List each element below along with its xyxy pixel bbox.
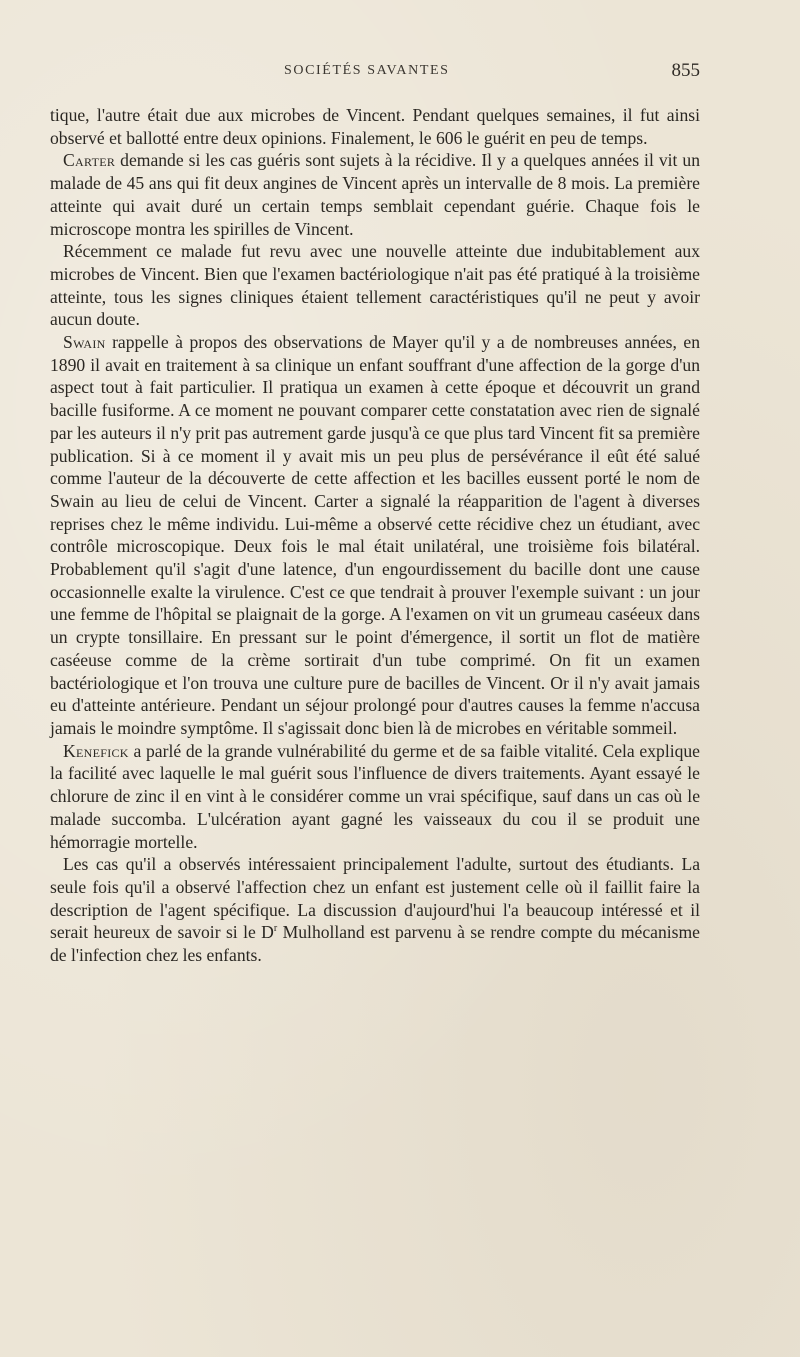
- speaker-name: Carter: [63, 150, 116, 171]
- running-title: SOCIÉTÉS SAVANTES: [284, 63, 450, 78]
- paragraph-6: [50, 853, 700, 967]
- paragraph-4: [50, 331, 700, 740]
- paragraph-text-tail: Mulholland est parvenu à se rendre compte du mécanisme de l'infection chez les enfants.: [50, 922, 700, 966]
- paragraph-2: [50, 149, 700, 240]
- paragraph-text: a parlé de la grande vulnérabilité du germe et de sa faible vitalité. Cela explique la facilité avec laquelle le mal guérit sous l'influence de divers traitements. Ayant essayé le chlorure de zinc il en vint à le considérer comme un vrai spécifique, sauf dans un cas où le malade succomba. L'ulcération ayant gagné les vaisseaux du cou il se produit une hémorragie mortelle.: [50, 740, 700, 852]
- paragraph-text: demande si les cas guéris sont sujets à la récidive. Il y a quelques années il vit un malade de 45 ans qui fit deux angines de Vincent après un intervalle de 8 mois. La première atteinte qui avait duré un certain temps semblait cependant guérie. Chaque fois le microscope montra les spirilles de Vincent.: [50, 150, 700, 239]
- speaker-name: Kenefick: [63, 740, 129, 761]
- paragraph-text: Récemment ce malade fut revu avec une nouvelle atteinte due indubitablement aux microbes de Vincent. Bien que l'examen bactériologique n'ait pas été pratiqué à la troisième atteinte, tous les signes cliniques étaient tellement caractéristiques qu'il ne peut y avoir aucun doute.: [50, 241, 700, 330]
- superscript: r: [273, 923, 278, 935]
- page-number: 855: [671, 60, 700, 81]
- paragraph-3: [50, 240, 700, 331]
- paragraph-text: rappelle à propos des observations de Mayer qu'il y a de nombreuses années, en 1890 il avait en traitement à sa clinique un enfant souffrant d'une affection de la gorge d'un aspect tout à fait particulier. Il pratiqua un examen à cette époque et découvrit un grand bacille fusiforme. A ce moment ne pouvant comparer cette constatation avec rien de signalé par les auteurs il n'y prit pas autrement garde jusqu'à ce que plus tard Vincent fit sa première publication. Si à ce moment il y avait mis un peu plus de persévérance il eût été salué comme l'auteur de la découverte de cette affection et les bacilles eussent porté le nom de Swain au lieu de celui de Vincent. Carter a signalé la réapparition de l'agent à diverses reprises chez le même individu. Lui-même a observé cette récidive chez un étudiant, avec contrôle microscopique. Deux fois le mal était unilatéral, une troisième fois bilatéral. Probablement qu'il s'agit d'une latence, d'un engourdissement du bacille dont une cause occasionnelle exalte la virulence. C'est ce que tendrait à prouver l'exemple suivant : un jour une femme de l'hôpital se plaignait de la gorge. A l'examen on vit un grumeau caséeux dans un crypte tonsillaire. En pressant sur le point d'émergence, il sortit un flot de matière caséeuse comme de la crème sortirait d'un tube comprimé. On fit un examen bactériologique et l'on trouva une culture pure de bacilles de Vincent. Or il n'y avait jamais eu d'atteinte antérieure. Pendant un séjour prolongé pour d'autres causes la femme n'accusa jamais le moindre symptôme. Il s'agissait donc bien là de microbes en véritable sommeil.: [50, 332, 700, 738]
- running-head: [52, 60, 700, 88]
- paragraph-5: [50, 740, 700, 854]
- paragraph-text: tique, l'autre était due aux microbes de Vincent. Pendant quelques semaines, il fut ainsi observé et ballotté entre deux opinions. Finalement, le 606 le guérit en peu de temps.: [50, 105, 700, 148]
- body-text: [50, 104, 700, 967]
- speaker-name: Swain: [63, 332, 106, 353]
- paragraph-1: [50, 104, 700, 149]
- paragraph-text: Les cas qu'il a observés intéressaient principalement l'adulte, surtout des étudiants. La seule fois qu'il a observé l'affection chez un enfant est justement celle où il faillit faire la description de l'agent spécifique. La discussion d'aujourd'hui l'a beaucoup intéressé et il serait heureux de savoir si le D: [50, 854, 700, 943]
